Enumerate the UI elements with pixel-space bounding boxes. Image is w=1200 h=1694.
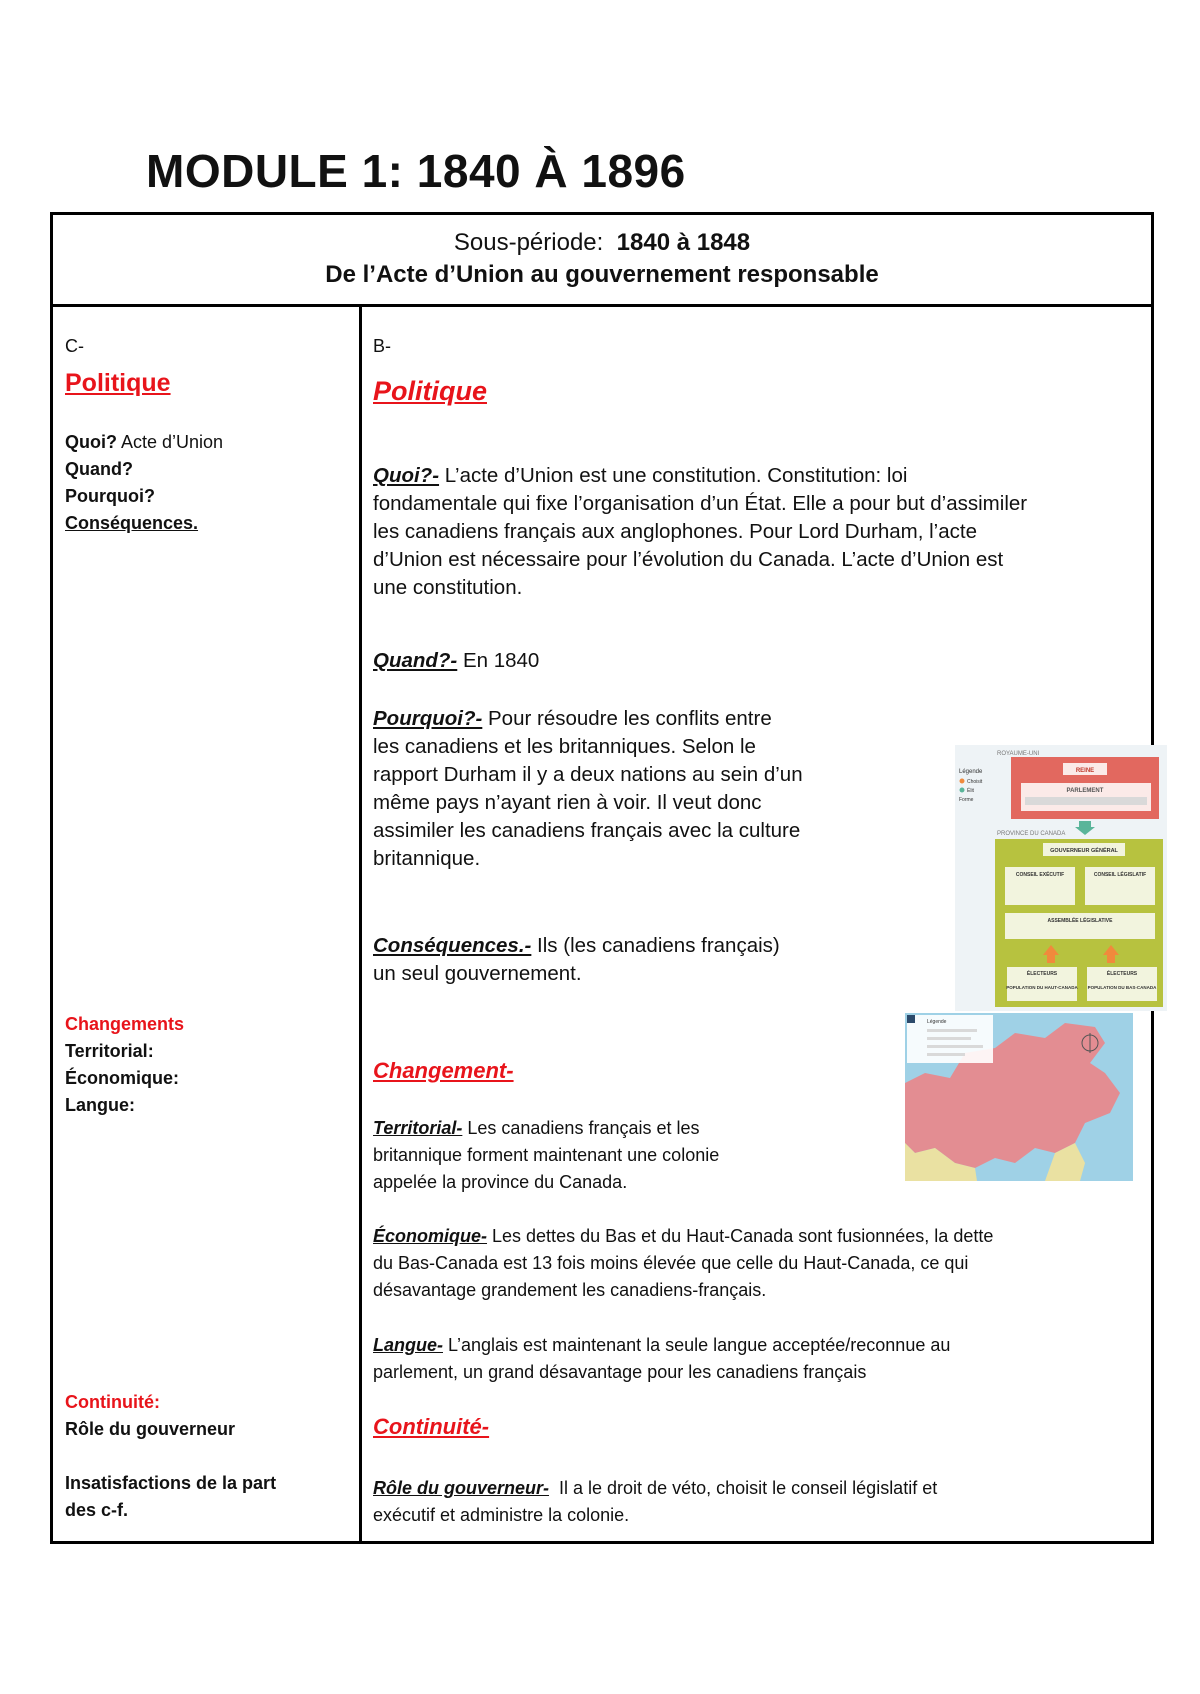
right-territorial-line: britannique forment maintenant une colonie [373, 1145, 720, 1165]
subperiod-line [53, 229, 1151, 257]
page-title: MODULE 1: 1840 À 1896 [146, 145, 686, 197]
right-territorial-line: Les canadiens français et les [462, 1118, 700, 1138]
right-quoi-line: fondamentale qui fixe l’organisation d’un État. Elle a pour but d’assimiler [373, 492, 1028, 515]
right-economique-line: du Bas-Canada est 13 fois moins élevée que celle du Haut-Canada, ce qui [373, 1253, 969, 1273]
government-diagram [955, 745, 1167, 1011]
left-continuite [65, 1389, 355, 1524]
left-changement-item: Économique: [65, 1068, 180, 1088]
map-legend-title: Légende [927, 1019, 947, 1025]
subperiod-subtitle: De l’Acte d’Union au gouvernement responsable [325, 261, 879, 288]
map-info-icon [907, 1015, 915, 1023]
left-quoi-value: Acte d’Union [117, 432, 224, 452]
right-continuite-heading: Continuité- [373, 1414, 490, 1439]
diagram-reine: REINE [1075, 768, 1095, 774]
left-politique-heading: Politique [65, 369, 171, 397]
right-role-block [373, 1475, 1149, 1529]
left-role-gouverneur: Rôle du gouverneur [65, 1419, 236, 1439]
parlement-note-bar [1025, 797, 1147, 805]
left-changement-item: Langue: [65, 1095, 135, 1115]
legend-dot-icon [960, 788, 965, 793]
map-legend-item [927, 1053, 965, 1056]
right-quoi-line: d’Union est nécessaire pour l’évolution du Canada. L’acte d’Union est [373, 548, 1004, 571]
diagram-legend-item: Choisit [967, 779, 983, 785]
right-quoi-line: les canadiens français aux anglophones. Pour Lord Durham, l’acte [373, 520, 977, 543]
diagram-legend-item: Élit [967, 788, 974, 794]
right-role-line: exécutif et administre la colonie. [373, 1505, 630, 1525]
diagram-conseil-leg: CONSEIL LÉGISLATIF [1093, 872, 1147, 878]
right-pourquoi-line: assimiler les canadiens français avec la culture [373, 819, 801, 842]
left-insatisfactions-1: Insatisfactions de la part [65, 1473, 277, 1493]
left-changement-item: Territorial: [65, 1041, 154, 1061]
right-col-label: B- [373, 336, 391, 356]
right-economique-line: désavantage grandement les canadiens-français. [373, 1280, 767, 1300]
diagram-electeurs: ÉLECTEURS [1026, 971, 1058, 977]
right-politique-heading: Politique [373, 376, 487, 406]
diagram-legend-title: Légende [959, 769, 983, 775]
right-quoi-label: Quoi?- [373, 464, 440, 487]
left-continuite-heading: Continuité: [65, 1392, 160, 1412]
map-legend-item [927, 1029, 977, 1032]
right-consequences-block [373, 932, 893, 988]
right-pourquoi-line: les canadiens et les britanniques. Selon le [373, 735, 756, 758]
right-quoi-block [373, 462, 1149, 602]
right-quand-value: En 1840 [457, 649, 540, 672]
left-changements [65, 1011, 345, 1119]
right-langue-line: parlement, un grand désavantage pour les canadiens français [373, 1362, 867, 1382]
diagram-pop-haut: POPULATION DU HAUT-CANADA [1006, 985, 1078, 990]
left-quoi-label: Quoi? [65, 432, 117, 452]
right-pourquoi-label: Pourquoi?- [373, 707, 483, 730]
right-langue-block [373, 1332, 1149, 1386]
right-langue-label: Langue- [373, 1335, 443, 1355]
assemblee-box [1005, 913, 1155, 939]
map-legend-item [927, 1045, 983, 1048]
right-quand-label: Quand?- [373, 649, 458, 672]
right-territorial-line: appelée la province du Canada. [373, 1172, 628, 1192]
diagram-conseil-exec: CONSEIL EXÉCUTIF [1015, 872, 1065, 878]
right-economique-label: Économique- [373, 1226, 488, 1246]
diagram-gouverneur: GOUVERNEUR GÉNÉRAL [1050, 848, 1118, 854]
left-politique-list [65, 429, 345, 537]
left-consequences-label: Conséquences. [65, 513, 199, 533]
right-langue-line: L’anglais est maintenant la seule langue acceptée/reconnue au [443, 1335, 951, 1355]
right-quoi-line: une constitution. [373, 576, 523, 599]
diagram-province-label: PROVINCE DU CANADA [997, 831, 1066, 837]
province-map [905, 1013, 1133, 1181]
right-territorial-block [373, 1115, 833, 1196]
right-economique-block [373, 1223, 1149, 1304]
right-pourquoi-line: Pour résoudre les conflits entre [482, 707, 772, 730]
left-pourquoi-label: Pourquoi? [65, 486, 155, 506]
subperiod-label: Sous-période: [453, 229, 604, 256]
diagram-parlement: PARLEMENT [1066, 788, 1104, 794]
left-changements-heading: Changements [65, 1014, 185, 1034]
left-insatisfactions-2: des c-f. [65, 1500, 129, 1520]
right-consequences-line: Ils (les canadiens français) [531, 934, 780, 957]
table-header [53, 215, 1151, 307]
diagram-legend-item: Forme [959, 797, 974, 803]
left-col-label: C- [65, 336, 84, 356]
right-pourquoi-line: britannique. [373, 847, 481, 870]
right-role-line: Il a le droit de véto, choisit le conseil législatif et [549, 1478, 938, 1498]
right-pourquoi-line: même pays n’ayant rien à voir. Il veut donc [373, 791, 762, 814]
right-changement-heading: Changement- [373, 1058, 514, 1083]
right-economique-line: Les dettes du Bas et du Haut-Canada sont fusionnées, la dette [487, 1226, 994, 1246]
left-quoi-row [65, 429, 345, 456]
right-pourquoi-line: rapport Durham il y a deux nations au sein d’un [373, 763, 803, 786]
right-pourquoi-block [373, 705, 893, 873]
column-divider [359, 307, 362, 1541]
right-territorial-label: Territorial- [373, 1118, 463, 1138]
diagram-top-label: ROYAUME-UNI [997, 751, 1040, 757]
right-role-label: Rôle du gouverneur- [373, 1478, 550, 1498]
diagram-electeurs: ÉLECTEURS [1106, 971, 1138, 977]
left-quand-label: Quand? [65, 459, 133, 479]
right-quand-block [373, 647, 539, 675]
right-consequences-line: un seul gouvernement. [373, 962, 582, 985]
right-quoi-line: L’acte d’Union est une constitution. Constitution: loi [439, 464, 908, 487]
subperiod-value: 1840 à 1848 [616, 229, 751, 256]
map-legend-item [927, 1037, 971, 1040]
right-consequences-label: Conséquences.- [373, 934, 532, 957]
module-table [50, 212, 1157, 1544]
diagram-pop-bas: POPULATION DU BAS-CANADA [1087, 985, 1157, 990]
diagram-assemblee: ASSEMBLÉE LÉGISLATIVE [1047, 918, 1113, 924]
legend-dot-icon [960, 779, 965, 784]
